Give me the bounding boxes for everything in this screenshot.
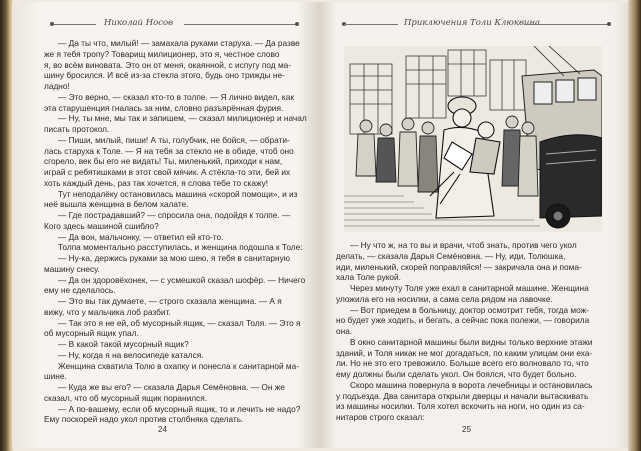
text-line: — Да он здоровёхонек, — с усмешкой сказал шофёр. — Ничего	[58, 274, 306, 285]
text-line: иди, миленький, скорей поправляйся! — закричала она и пома-	[336, 261, 582, 272]
text-line: вижу, что у мальчика лоб разбит.	[44, 306, 171, 317]
header-rule-left	[344, 24, 398, 25]
text-line: — Куда же вы его? — сказала Дарья Семёновна. — Он же	[58, 382, 285, 392]
text-line: шину бросился. И всё из-за стекла этого, будь оно трижды не-	[44, 70, 285, 81]
left-page	[12, 2, 318, 448]
text-line: ему должны были сделать укол. Он боялся, что будет больно.	[336, 369, 577, 379]
text-line: писать протокол.	[44, 124, 110, 134]
text-line: машину снесу.	[44, 263, 100, 274]
header-rule-cap	[295, 22, 299, 26]
text-line: неё вышла женщина в белом халате.	[44, 199, 189, 210]
text-line: — А по-вашему, если об мусорный ящик, то и лечить не надо?	[58, 403, 301, 414]
text-line: — Это вы так думаете, — строго сказала женщина. — А я	[58, 296, 282, 306]
text-line: зданий, и Толя никак не мог догадаться, по каким улицам они еха-	[336, 347, 593, 358]
ink-drawing-icon	[344, 46, 602, 232]
running-head-right: Приключения Толи Клюквина	[404, 18, 541, 28]
text-line: — Пиши, милый, пиши! А ты, голубчик, не бойся, — обрати-	[58, 134, 290, 145]
page-number-left: 24	[158, 425, 167, 434]
text-line: хоть каждый день, раз так хочется, я слова тебе то скажу!	[44, 177, 269, 188]
text-line: Через минуту Толя уже ехал в санитарной машине. Женщина	[350, 283, 589, 293]
text-line: — Ну, ты мне, мы так и запишем, — сказал милиционер и начал	[58, 113, 307, 124]
text-line: играй с ребятишками в этот свой мячик. А стёкла-то эти, бей их	[44, 167, 291, 177]
book-edge	[628, 0, 641, 451]
header-rule-right	[184, 24, 296, 25]
text-line: — Где пострадавший? — спросила она, подойдя к толпе. —	[58, 210, 291, 220]
page-number-right: 25	[462, 425, 471, 434]
text-line: но будет уже ходить, и бегать, а сейчас пока полежи, — говорила	[336, 315, 590, 326]
text-line: Женщина схватила Толю в охапку и понесла к санитарной ма-	[58, 360, 299, 371]
text-line: у подъезда. Два санитара открыли дверцы и начали вытаскивать	[336, 390, 589, 401]
text-line: об мусорный ящик упал.	[44, 328, 139, 339]
text-line: — Ну-ка, держись руками за мою шею, я тебя в санитарную	[58, 253, 290, 263]
text-line: ему не сделалось.	[44, 285, 116, 296]
text-line: я, во всём виновата. Это он от меня, окаянной, с испугу под ма-	[44, 59, 292, 70]
text-line: Скоро машина повернула в ворота лечебницы и остановилась	[350, 379, 593, 390]
text-line: ладно!	[44, 81, 70, 91]
text-line: — В какой такой мусорный ящик?	[58, 339, 189, 349]
text-line: Тут неподалёку остановилась машина «скорой помощи», и из	[58, 188, 298, 199]
text-line: Кого здесь машиной сшибло?	[44, 220, 159, 231]
text-line: делать, — сказала Дарья Семёновна. — Ну, иди, Толюшка,	[336, 250, 566, 261]
text-line: В окно санитарной машины были видны только верхние этажи	[350, 336, 593, 347]
text-line: — Да ты что, милый! — замахала руками старуха. — Да разве	[58, 38, 300, 48]
text-line: ли. Но не это его тревожило. Больше всего его волновало то, что	[336, 358, 589, 369]
illustration-ambulance-scene	[344, 46, 602, 232]
text-line: нитаров строго сказал:	[336, 412, 425, 422]
text-line: из машины носилки. Толя хотел вскочить на ноги, но один из са-	[336, 401, 585, 412]
header-rule-right	[524, 24, 608, 25]
text-line: — Это верно, — сказал кто-то в толпе. — Я лично видел, как	[58, 91, 294, 102]
text-line: эта старушенция гналась за ним, словно разъярённая фурия.	[44, 102, 284, 113]
text-line: шине.	[44, 371, 67, 382]
header-rule-cap	[607, 22, 611, 26]
text-line: Ему поскорей надо укол против столбняка сделать.	[44, 414, 244, 425]
right-page	[318, 2, 630, 448]
right-body-text	[336, 240, 614, 423]
text-line: Толпа моментально расступилась, и женщина подошла к Толе:	[58, 242, 303, 253]
text-line: она.	[336, 326, 353, 336]
header-rule-left	[52, 24, 96, 25]
text-line: уложила его на носилки, а сама села рядом на лавочке.	[336, 293, 553, 304]
text-line: — Вот приедем в больницу, доктор осмотрит тебя, тогда мож-	[350, 304, 589, 315]
header-rule-cap	[50, 22, 54, 26]
text-line: сгорело, век бы его не видать! Ты, миленький, приходи к нам,	[44, 156, 283, 167]
text-line: — Ну, когда я на велосипеде катался.	[58, 349, 204, 360]
text-line: — Ну что ж, на то вы и врачи, чтоб знать, против чего укол	[350, 240, 577, 250]
running-head-left: Николай Носов	[104, 18, 174, 28]
text-line: лась старуха к Толе. — Я на тебя за стекло не в обиде, чтоб оно	[44, 145, 294, 156]
text-line: — Так это я не ей, об мусорный ящик, — сказал Толя. — Это я	[58, 317, 301, 328]
text-line: хала Толе рукой.	[336, 272, 401, 283]
text-line: же я тебя тропу? Товарищ милиционер, это я, честное слово	[44, 48, 280, 59]
text-line: сказал, что об мусорный ящик поранился.	[44, 392, 208, 403]
left-body-text	[44, 38, 306, 425]
text-line: — Да вон, мальчонку, — ответил ей кто-то.	[58, 231, 224, 242]
